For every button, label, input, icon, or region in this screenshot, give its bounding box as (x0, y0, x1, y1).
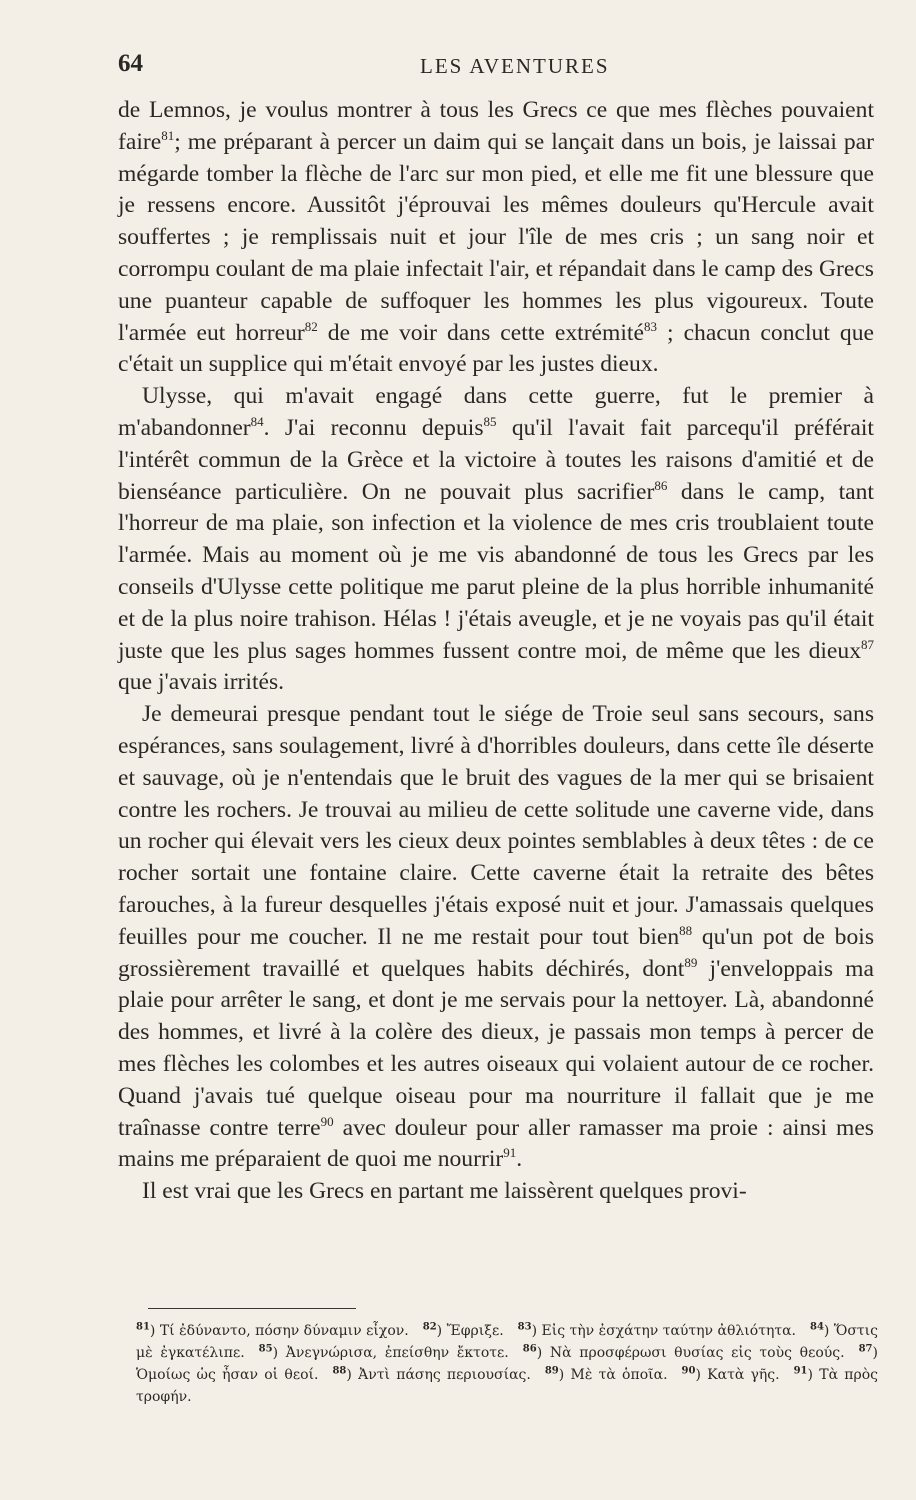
text-run: dans le camp, tant l'horreur de ma plaie, son infection et la violence de mes cris troublaient toute l'armée. Mais au moment où je me vis abandonné de tous les Grecs par les conseils d'Ulysse cette politique me parut pleine de la plus horrible inhumanité et de la plus noire trahison. Hélas ! j'étais aveugle, et je ne voyais pas qu'il était juste que les plus sages hommes fussent contre moi, de même que les dieux (118, 478, 874, 664)
text-run: ; chacun conclut que c'était un supplice qui m'était envoyé par les justes dieux. (118, 319, 874, 378)
footnote-text: Τί ἐδύναντο, πόσην δύναμιν εἶχον. (159, 1323, 409, 1339)
text-run: qu'un pot de bois grossièrement travaillé et quelques habits déchirés, dont (118, 923, 874, 982)
running-head (118, 50, 874, 90)
footnote-rule (148, 1308, 356, 1309)
footnote-text: Ἀνεγνώρισα, ἐπείσθην ἔκτοτε. (285, 1345, 509, 1361)
footnote-number: 83 (517, 1321, 532, 1333)
text-run: qu'il l'avait fait parcequ'il préférait l'intérêt commun de la Grèce et la victoire à toutes les raisons d'amitié et de bienséance particulière. On ne pouvait plus sacrifier (118, 414, 874, 505)
footnote-text: Νὰ προσφέρωσι θυσίας εἰς τοὺς θεούς. (549, 1345, 845, 1361)
footnote-number: 88 (332, 1365, 347, 1377)
text-run: . J'ai reconnu depuis (263, 414, 484, 441)
text-run: de Lemnos, je voulus montrer à tous les Grecs ce que mes flèches pouvaient faire (118, 97, 874, 155)
text-run: . (516, 1146, 523, 1173)
footnote: $^{84}$) Ὅστις μὲ ἐγκατέλιπε. (136, 1321, 878, 1361)
footnote-number: 87 (858, 1343, 873, 1355)
footnote-marker: 83 (643, 318, 657, 334)
paragraph (118, 699, 874, 1176)
footnote-marker: 88 (679, 922, 693, 938)
paragraph (118, 381, 874, 699)
footnote-text: Ἔφριξε. (446, 1323, 504, 1339)
footnote-number: 85 (258, 1343, 273, 1355)
running-title: LES AVENTURES (420, 54, 610, 78)
footnote: $^{89}$) Μὲ τὰ ὁποῖα. (544, 1365, 668, 1383)
footnote: $^{81}$) Τί ἐδύναντο, πόσην δύναμιν εἶχον. (136, 1321, 409, 1339)
footnote-number: 82 (422, 1321, 437, 1333)
footnotes (136, 1320, 878, 1408)
body-text (118, 95, 874, 1208)
paragraph (118, 1176, 874, 1208)
footnote-marker: 81 (161, 127, 175, 143)
text-run: j'enveloppais ma plaie pour arrêter le sang, et dont je me servais pour la nettoyer. Là, abandonné des hommes, et livré à la colère des dieux, je passais mon temps à percer de mes flèches les colombes et les autres oiseaux qui volaient autour de ce rocher. Quand j'avais tué quelque oiseau pour ma nourriture il fallait que je me traînasse contre terre (118, 955, 874, 1141)
footnote-marker: 89 (684, 954, 698, 970)
footnote-text: Εἰς τὴν ἐσχάτην ταύτην ἀθλιότητα. (541, 1323, 796, 1339)
paragraph (118, 95, 874, 381)
footnote-text: Ὅστις μὲ ἐγκατέλιπε. (136, 1323, 878, 1361)
footnote-number: 91 (793, 1365, 808, 1377)
footnote: $^{88}$) Ἀντὶ πάσης περιουσίας. (332, 1365, 531, 1383)
footnote-marker: 87 (861, 636, 874, 652)
footnote-number: 90 (681, 1365, 696, 1377)
footnote-marker: 91 (503, 1145, 517, 1161)
footnote-number: 81 (136, 1321, 150, 1333)
footnote-number: 89 (544, 1365, 559, 1377)
footnote-marker: 82 (304, 318, 318, 334)
footnote-text: Τὰ πρὸς τροφήν. (136, 1367, 879, 1405)
footnote: $^{82}$) Ἔφριξε. (422, 1321, 504, 1339)
footnote-text: Κατὰ γῆς. (707, 1367, 780, 1383)
page-number: 64 (118, 50, 143, 77)
footnote-marker: 90 (320, 1113, 334, 1129)
text-run: ; me préparant à percer un daim qui se lançait dans un bois, je laissai par mégarde tomber la flèche de l'arc sur mon pied, et elle me fit une blessure que je ressens encore. Aussitôt j'éprouvai les mêmes douleurs qu'Hercule avait souffertes ; je remplissais nuit et jour l'île de mes cris ; un sang noir et corrompu coulant de ma plaie infectait l'air, et répandait dans le camp des Grecs une puanteur capable de suffoquer les hommes les plus vigoureux. Toute l'armée eut horreur (118, 128, 874, 346)
footnote-marker: 86 (654, 477, 668, 493)
footnote: $^{85}$) Ἀνεγνώρισα, ἐπείσθην ἔκτοτε. (258, 1343, 509, 1361)
footnote: $^{83}$) Εἰς τὴν ἐσχάτην ταύτην ἀθλιότητα. (517, 1321, 796, 1339)
text-run: que j'avais irrités. (118, 669, 285, 696)
text-run: Il est vrai que les Grecs en partant me laissèrent quelques provi- (142, 1178, 747, 1205)
footnote: $^{86}$) Νὰ προσφέρωσι θυσίας εἰς τοὺς θεούς. (522, 1343, 845, 1361)
text-run: Je demeurai presque pendant tout le siége de Troie seul sans secours, sans espérances, sans soulagement, livré à d'horribles douleurs, dans cette île déserte et sauvage, où je n'entendais que le bruit des vagues de la mer qui se brisaient contre les rochers. Je trouvai au milieu de cette solitude une caverne vide, dans un rocher qui élevait vers les cieux deux pointes semblables à deux têtes : de ce rocher sortait une fontaine claire. Cette caverne était la retraite des bêtes farouches, à la fureur desquelles j'étais exposé nuit et jour. J'amassais quelques feuilles pour me coucher. Il ne me restait pour tout bien (118, 701, 874, 950)
footnote-marker: 85 (483, 414, 497, 430)
footnote-text: Ἀντὶ πάσης περιουσίας. (358, 1367, 531, 1383)
footnote-marker: 84 (250, 414, 264, 430)
text-run: Ulysse, qui m'avait engagé dans cette guerre, fut le premier à m'abandonner (118, 383, 874, 441)
footnote-text: Μὲ τὰ ὁποῖα. (570, 1367, 668, 1383)
footnote-text: Ὁμοίως ὡς ἦσαν οἱ θεοί. (136, 1367, 319, 1383)
footnote: $^{90}$) Κατὰ γῆς. (681, 1365, 780, 1383)
text-run: de me voir dans cette extrémité (317, 319, 644, 346)
footnote-number: 86 (522, 1343, 537, 1355)
text-run: avec douleur pour aller ramasser ma proie : ainsi mes mains me préparaient de quoi me nourrir (118, 1114, 874, 1173)
footnote: $^{91}$) Τὰ πρὸς τροφήν. (136, 1365, 879, 1405)
footnote-number: 84 (809, 1321, 824, 1333)
footnote: $^{87}$) Ὁμοίως ὡς ἦσαν οἱ θεοί. (136, 1343, 878, 1383)
